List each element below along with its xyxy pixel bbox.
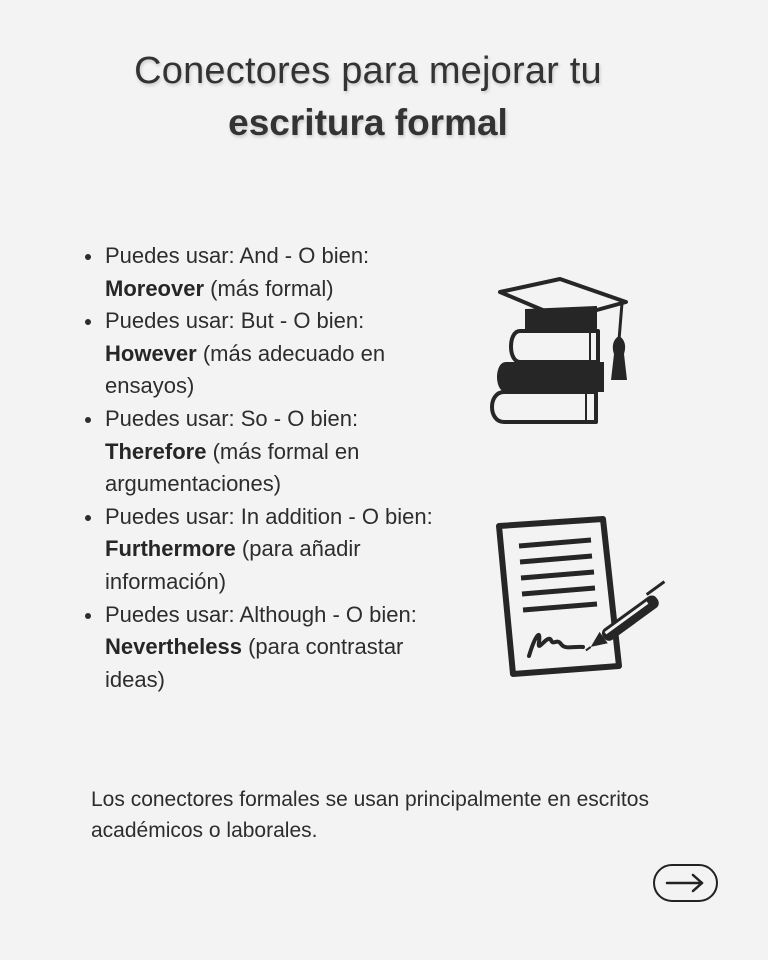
- arrow-right-icon: [665, 873, 705, 893]
- formal-connector: Therefore: [105, 438, 207, 464]
- list-item: [105, 403, 445, 501]
- list-item: [105, 599, 445, 697]
- connector-note: (más formal en argumentaciones): [105, 438, 360, 497]
- signed-document-pen-icon: [495, 516, 683, 678]
- connector-note: (para contrastar ideas): [105, 634, 404, 692]
- connector-prefix: Puedes usar: But - O bien:: [105, 308, 365, 334]
- formal-connector: Moreover: [105, 275, 205, 301]
- title-line-2: escritura formal: [228, 102, 508, 143]
- connector-prefix: Puedes usar: And - O bien:: [105, 243, 370, 268]
- title-line-1: Conectores para mejorar tu: [134, 50, 602, 92]
- formal-connector: Furthermore: [105, 536, 236, 562]
- connector-note: (más adecuado en ensayos): [105, 340, 386, 399]
- list-item: [105, 501, 445, 599]
- connector-prefix: Puedes usar: Although - O bien:: [105, 601, 417, 627]
- list-item: [105, 240, 445, 305]
- graduation-cap-books-icon: [486, 276, 630, 426]
- connector-prefix: Puedes usar: In addition - O bien:: [105, 503, 433, 529]
- list-item: [105, 305, 445, 403]
- formal-connector: However: [105, 340, 197, 366]
- connector-note: (más formal): [204, 275, 334, 301]
- connector-prefix: Puedes usar: So - O bien:: [105, 405, 359, 431]
- page-title: [0, 46, 736, 150]
- formal-connector: Nevertheless: [105, 634, 242, 660]
- connector-list: [105, 240, 445, 696]
- footer-note: Los conectores formales se usan principalmente en escritos académicos o laborales.: [91, 788, 649, 842]
- connector-note: (para añadir información): [105, 536, 361, 594]
- next-button[interactable]: [653, 864, 718, 902]
